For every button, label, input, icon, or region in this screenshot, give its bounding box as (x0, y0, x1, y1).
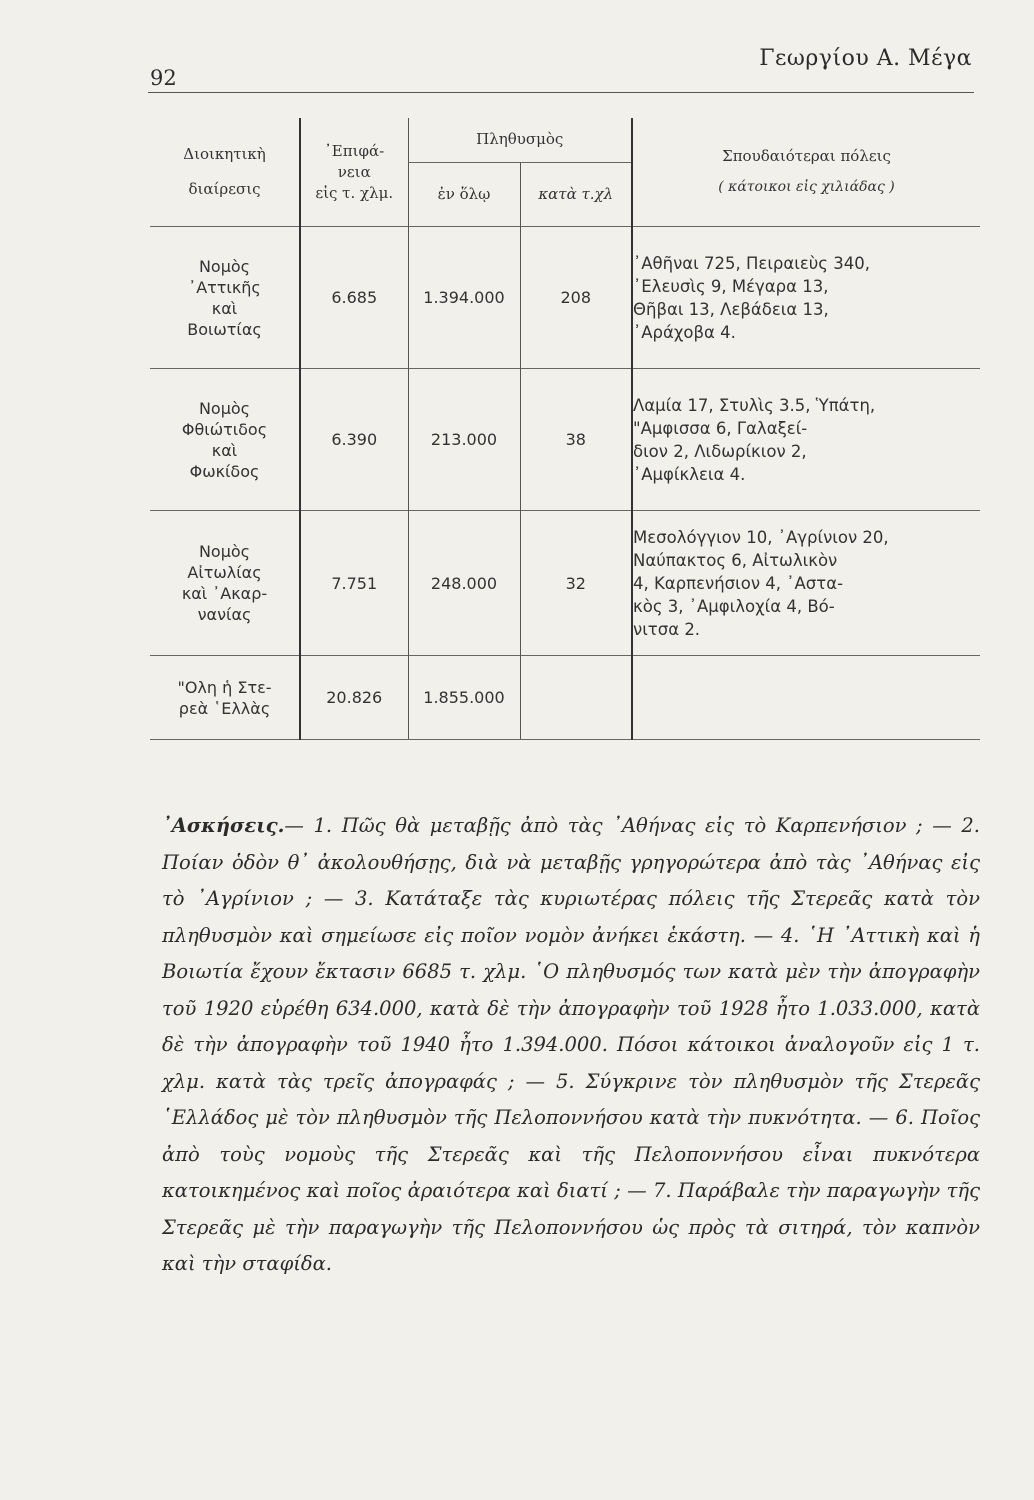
cities-line: ᾿Αράχοβα 4. (633, 322, 736, 342)
table-row (150, 511, 980, 656)
cities-line: ᾿Ελευσὶς 9, Μέγαρα 13, (633, 276, 829, 296)
area-cell: 7.751 (300, 511, 408, 656)
division-cell (150, 369, 300, 511)
header-population: Πληθυσμὸς (408, 118, 632, 162)
header-division (150, 118, 300, 227)
division-cell (150, 511, 300, 656)
header-area-line: ᾿Επιφά- (324, 141, 385, 160)
page-number: 92 (150, 66, 177, 90)
division-cell (150, 227, 300, 369)
exercises-paragraph (162, 808, 980, 1283)
cities-line: Θῆβαι 13, Λεβάδεια 13, (633, 299, 829, 319)
division-line: Φθιώτιδος (181, 419, 268, 439)
division-line: ρεὰ ῾Ελλὰς (178, 698, 271, 718)
header-population-density: κατὰ τ.χλ (520, 162, 632, 226)
division-line: ᾿Αττικῆς (188, 277, 261, 297)
area-cell: 6.685 (300, 227, 408, 369)
division-line: καὶ ᾿Ακαρ- (181, 584, 268, 603)
exercises-lead: ᾿Ασκήσεις. (162, 814, 285, 837)
division-line: Βοιωτίας (187, 319, 262, 339)
population-cell: 1.855.000 (408, 656, 520, 740)
cities-line: ᾿Αθῆναι 725, Πειραιεὺς 340, (633, 253, 870, 273)
division-line: Νομὸς (198, 398, 251, 418)
division-line: καὶ (211, 440, 238, 460)
division-line: "Ολη ἡ Στε- (177, 677, 272, 697)
density-cell (520, 656, 632, 740)
header-rule (148, 92, 974, 93)
header-cities-title: Σπουδαιότεραι πόλεις (722, 147, 891, 165)
table-row (150, 227, 980, 369)
cities-line: ᾿Αμφίκλεια 4. (633, 464, 746, 484)
header-cities (632, 118, 980, 227)
population-cell: 213.000 (408, 369, 520, 511)
table-row (150, 369, 980, 511)
density-cell: 38 (520, 369, 632, 511)
cities-cell (632, 369, 980, 511)
area-cell: 6.390 (300, 369, 408, 511)
division-line: καὶ (211, 298, 238, 318)
header-division-line: διαίρεσις (188, 180, 261, 198)
cities-line: Μεσολόγγιον 10, ᾿Αγρίνιον 20, (633, 527, 889, 547)
division-line: Νομὸς (198, 256, 251, 276)
header-area-line: νεια (337, 162, 371, 181)
division-line: Νομὸς (198, 542, 251, 561)
table-row-total (150, 656, 980, 740)
cities-line: κὸς 3, ᾿Αμφιλοχία 4, Βό- (633, 596, 835, 616)
statistics-table (150, 118, 980, 740)
header-area-line: εἰς τ. χλμ. (315, 183, 394, 202)
division-line: νανίας (197, 605, 252, 624)
cities-line: Λαμία 17, Στυλὶς 3.5, Ὑπάτη, (633, 395, 876, 415)
cities-cell (632, 511, 980, 656)
header-division-line: Διοικητικὴ (183, 145, 266, 163)
cities-cell (632, 227, 980, 369)
header-population-total: ἐν ὅλῳ (408, 162, 520, 226)
running-title: Γεωργίου Α. Μέγα (759, 46, 972, 71)
cities-line: νιτσα 2. (633, 619, 701, 639)
division-line: Φωκίδος (189, 461, 260, 481)
area-cell: 20.826 (300, 656, 408, 740)
cities-cell (632, 656, 980, 740)
cities-line: Ναύπακτος 6, Αἰτωλικὸν (633, 550, 838, 570)
cities-line: 4, Καρπενήσιον 4, ᾿Αστα- (633, 573, 844, 593)
cities-line: διον 2, Λιδωρίκιον 2, (633, 441, 807, 461)
cities-line: "Αμφισσα 6, Γαλαξεί- (633, 418, 808, 438)
exercises-text: — 1. Πῶς θὰ μεταβῇς ἀπὸ τὰς ᾿Αθήνας εἰς τὸ Καρπενήσιον ; — 2. Ποίαν ὁδὸν θ᾿ ἀκολουθήσῃς, διὰ νὰ μεταβῇς γρηγορώτερα ἀπὸ τὰς ᾿Αθήνας εἰς τὸ ᾿Αγρίνιον ; — 3. Κατάταξε τὰς κυριωτέρας πόλεις τῆς Στερεᾶς κατὰ τὸν πληθυσμὸν καὶ σημείωσε εἰς ποῖον νομὸν ἀνήκει ἑκάστη. — 4. ῾Η ᾿Αττικὴ καὶ ἡ Βοιωτία ἔχουν ἔκτασιν 6685 τ. χλμ. ῾Ο πληθυσμός των κατὰ μὲν τὴν ἀπογραφὴν τοῦ 1920 εὑρέθη 634.000, κατὰ δὲ τὴν ἀπογραφὴν τοῦ 1928 ἦτο 1.033.000, κατὰ δὲ τὴν ἀπογραφὴν τοῦ 1940 ἦτο 1.394.000. Πόσοι κάτοικοι ἀναλογοῦν εἰς 1 τ. χλμ. κατὰ τὰς τρεῖς ἀπογραφάς ; — 5. Σύγκρινε τὸν πληθυσμὸν τῆς Στερεᾶς ῾Ελλάδος μὲ τὸν πληθυσμὸν τῆς Πελοποννήσου κατὰ τὴν πυκνότητα. — 6. Ποῖος ἀπὸ τοὺς νομοὺς τῆς Στερεᾶς καὶ τῆς Πελοποννήσου εἶναι πυκνότερα κατοικημένος καὶ ποῖος ἀραιότερα καὶ διατί ; — 7. Παράβαλε τὴν παραγωγὴν τῆς Στερεᾶς μὲ τὴν παραγωγὴν τῆς Πελοποννήσου ὡς πρὸς τὰ σιτηρά, τὸν καπνὸν καὶ τὴν σταφίδα. (162, 814, 980, 1275)
density-cell: 208 (520, 227, 632, 369)
population-cell: 248.000 (408, 511, 520, 656)
header-area (300, 118, 408, 227)
division-line: Αἰτωλίας (187, 563, 262, 582)
header-cities-note: ( κάτοικοι εἰς χιλιάδας ) (718, 179, 895, 195)
population-cell: 1.394.000 (408, 227, 520, 369)
density-cell: 32 (520, 511, 632, 656)
division-cell (150, 656, 300, 740)
